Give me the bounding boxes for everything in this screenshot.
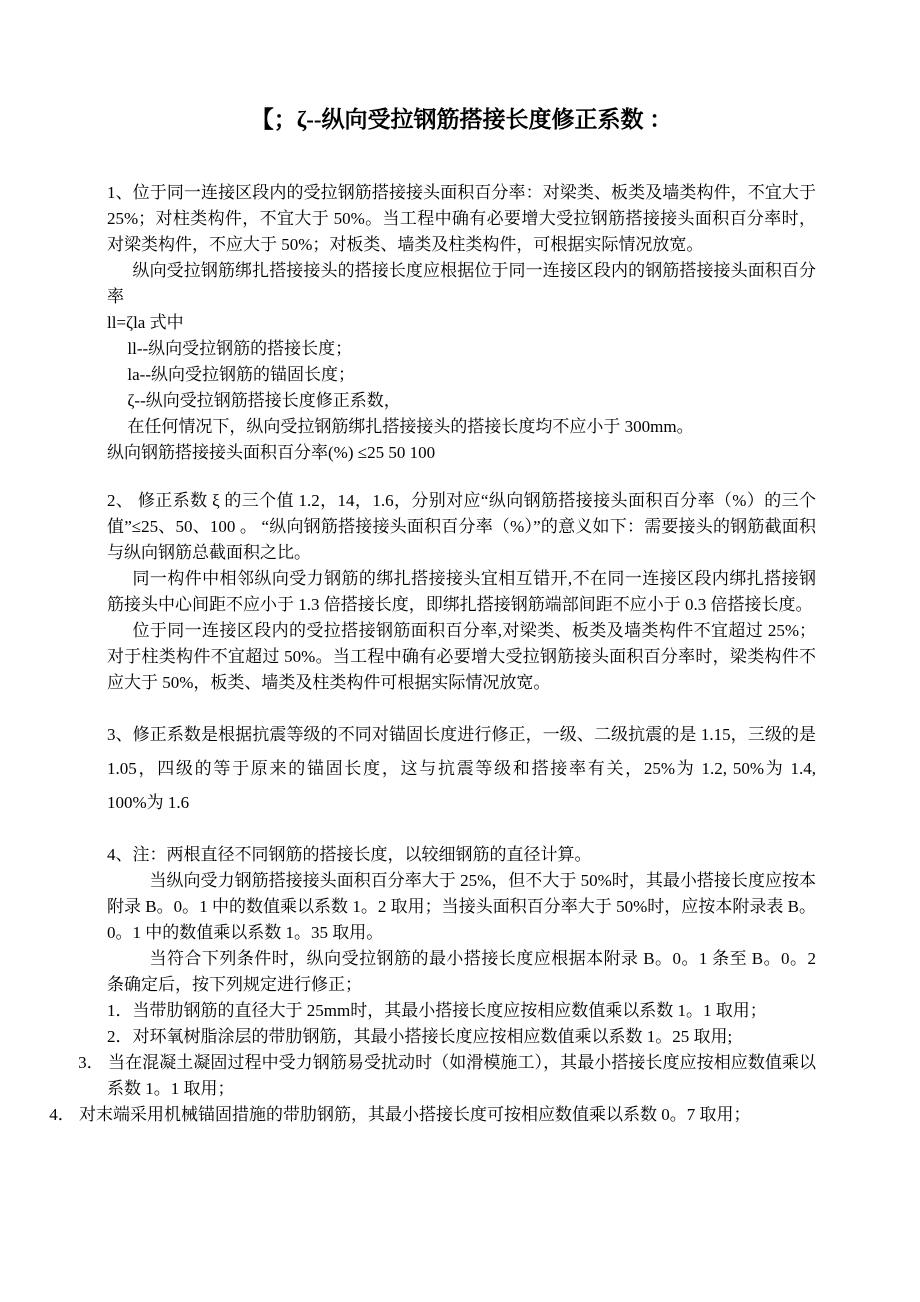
definition-la: la--纵向受拉钢筋的锚固长度； [127, 365, 355, 384]
section-2 [107, 488, 816, 696]
section-4 [49, 842, 816, 1128]
list-item-4: 4． 对末端采用机械锚固措施的带肋钢筋，其最小搭接长度可按相应数值乘以系数 0。7 取用； [49, 1105, 751, 1124]
paragraph-1-intro: 1、位于同一连接区段内的受拉钢筋搭接接头面积百分率：对梁类、板类及墙类构件，不宜大于 25%；对柱类构件，不宜大于 50%。当工程中确有必要增大受拉钢筋搭接接头面积百分率时，对梁类构件，不应大于 50%；对板类、墙类及柱类构件，可根据实际情况放宽。 [107, 183, 816, 254]
list-item-1: 1．当带肋钢筋的直径大于 25mm时，其最小搭接长度应按相应数值乘以系数 1。1 取用； [107, 1001, 767, 1020]
paragraph-3-seismic-correction: 3、修正系数是根据抗震等级的不同对锚固长度进行修正，一级、二级抗震的是 1.15，三级的是 1.05，四级的等于原来的锚固长度，这与抗震等级和搭接率有关，25%为 1.2, 50%为 1.4, 100%为 1.6 [107, 725, 850, 812]
paragraph-2-stagger-rule: 同一构件中相邻纵向受力钢筋的绑扎搭接接头宜相互错开,不在同一连接区段内绑扎搭接钢筋接头中心间距不应小于 1.3 倍搭接长度，即绑扎搭接钢筋端部间距不应小于 0.3 倍搭接长度。 [107, 569, 816, 614]
paragraph-2-coefficients: 2、 修正系数 ξ 的三个值 1.2，14，1.6，分别对应“纵向钢筋搭接接头面积百分率（%）的三个值”≤25、50、100 。 “纵向钢筋搭接接头面积百分率（%）”的意义如下：需要接头的钢筋截面积与纵向钢筋总截面积之比。 [107, 491, 816, 562]
paragraph-4-conditions: 当符合下列条件时，纵向受拉钢筋的最小搭接长度应根据本附录 B。0。1 条至 B。0。2 条确定后，按下列规定进行修正； [107, 949, 816, 994]
paragraph-2-ratio-limits: 位于同一连接区段内的受拉搭接钢筋面积百分率,对梁类、板类及墙类构件不宜超过 25%；对于柱类构件不宜超过 50%。当工程中确有必要增大受拉钢筋接头面积百分率时，梁类构件不应大于 50%，板类、墙类及柱类构件可根据实际情况放宽。 [107, 621, 816, 692]
definition-ll: ll--纵向受拉钢筋的搭接长度； [127, 339, 353, 358]
section-3 [107, 718, 850, 820]
formula-line: ll=ζla 式中 [107, 313, 184, 332]
list-item-3: 3． 当在混凝土凝固过程中受力钢筋易受扰动时（如滑模施工），其最小搭接长度应按相应数值乘以系数 1。1 取用； [78, 1053, 816, 1098]
minimum-lap-note: 在任何情况下，纵向受拉钢筋绑扎搭接接头的搭接长度均不应小于 300mm。 [127, 417, 694, 436]
list-item-2: 2．对环氧树脂涂层的带肋钢筋，其最小搭接长度应按相应数值乘以系数 1。25 取用; [107, 1027, 733, 1046]
definition-zeta: ζ--纵向受拉钢筋搭接长度修正系数， [127, 391, 401, 410]
section-1 [107, 180, 816, 466]
paragraph-1-lap-length-rule: 纵向受拉钢筋绑扎搭接接头的搭接长度应根据位于同一连接区段内的钢筋搭接接头面积百分率 [107, 261, 816, 306]
document-title: 【；ζ--纵向受拉钢筋搭接长度修正系数 ： [250, 107, 673, 132]
ratio-values-line: 纵向钢筋搭接接头面积百分率(%) ≤25 50 100 [107, 443, 436, 462]
paragraph-4-appendix-b01: 当纵向受力钢筋搭接接头面积百分率大于 25%，但不大于 50%时，其最小搭接长度应按本附录 B。0。1 中的数值乘以系数 1。2 取用；当接头面积百分率大于 50%时，应按本附录表 B。0。1 中的数值乘以系数 1。35 取用。 [107, 871, 816, 942]
paragraph-4-note: 4、注：两根直径不同钢筋的搭接长度，以较细钢筋的直径计算。 [107, 845, 592, 864]
